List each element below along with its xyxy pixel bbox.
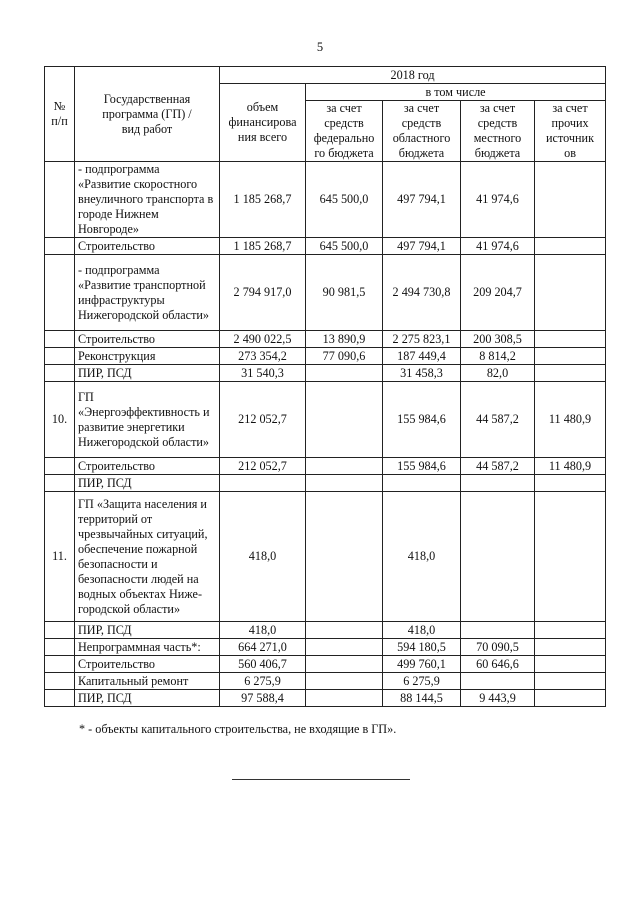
row-federal: 645 500,0: [306, 238, 383, 255]
row-regional: 155 984,6: [383, 458, 461, 475]
table-row: [45, 639, 606, 656]
row-local: [461, 475, 535, 492]
footnote: * - объекты капитального строительства, не входящие в ГП».: [79, 722, 397, 736]
row-federal: [306, 690, 383, 707]
row-total: 212 052,7: [220, 458, 306, 475]
table-row: [45, 365, 606, 382]
table-row: [45, 331, 606, 348]
table-row: [45, 458, 606, 475]
row-local: 60 646,6: [461, 656, 535, 673]
row-regional: [383, 475, 461, 492]
row-name: ГП «Защита населения и территорий от чрезвычайных ситуаций, обеспечение пожарной безопасности и безопасности людей на водных объектах Ниже-городской области»: [75, 492, 220, 622]
row-total: 273 354,2: [220, 348, 306, 365]
table-row: [45, 690, 606, 707]
row-name: Строительство: [75, 656, 220, 673]
row-federal: [306, 639, 383, 656]
table-row: [45, 673, 606, 690]
row-other: [535, 622, 606, 639]
row-local: [461, 492, 535, 622]
row-num: [45, 238, 75, 255]
table-row: [45, 348, 606, 365]
row-regional: 418,0: [383, 622, 461, 639]
row-local: 82,0: [461, 365, 535, 382]
row-regional: 594 180,5: [383, 639, 461, 656]
row-other: [535, 162, 606, 238]
row-total: 6 275,9: [220, 673, 306, 690]
row-total: 418,0: [220, 622, 306, 639]
row-total: 2 794 917,0: [220, 255, 306, 331]
row-regional: 31 458,3: [383, 365, 461, 382]
row-local: 8 814,2: [461, 348, 535, 365]
row-num: 10.: [45, 382, 75, 458]
row-federal: [306, 622, 383, 639]
header-year: 2018 год: [220, 67, 606, 84]
row-other: 11 480,9: [535, 458, 606, 475]
row-local: 70 090,5: [461, 639, 535, 656]
row-regional: 497 794,1: [383, 162, 461, 238]
row-regional: 2 494 730,8: [383, 255, 461, 331]
row-federal: 13 890,9: [306, 331, 383, 348]
row-local: 41 974,6: [461, 162, 535, 238]
row-name: - подпрограмма «Развитие транспортной инфраструктуры Нижегородской области»: [75, 255, 220, 331]
row-local: 209 204,7: [461, 255, 535, 331]
row-num: 11.: [45, 492, 75, 622]
header-total: объем финансирова ния всего: [220, 84, 306, 162]
row-num: [45, 365, 75, 382]
row-name: ГП «Энергоэффективность и развитие энергетики Нижегородской области»: [75, 382, 220, 458]
row-other: [535, 238, 606, 255]
row-local: 9 443,9: [461, 690, 535, 707]
row-name: Реконструкция: [75, 348, 220, 365]
row-regional: 155 984,6: [383, 382, 461, 458]
table-row: [45, 492, 606, 622]
table-body: [45, 162, 606, 707]
row-regional: 88 144,5: [383, 690, 461, 707]
row-federal: 77 090,6: [306, 348, 383, 365]
row-local: [461, 622, 535, 639]
row-num: [45, 656, 75, 673]
table-row: [45, 238, 606, 255]
row-local: 44 587,2: [461, 458, 535, 475]
header-program: Государственная программа (ГП) / вид работ: [75, 67, 220, 162]
row-regional: 497 794,1: [383, 238, 461, 255]
row-federal: [306, 492, 383, 622]
row-other: 11 480,9: [535, 382, 606, 458]
row-other: [535, 331, 606, 348]
row-other: [535, 656, 606, 673]
table-row: [45, 162, 606, 238]
table-row: [45, 622, 606, 639]
row-name: ПИР, ПСД: [75, 365, 220, 382]
row-local: [461, 673, 535, 690]
row-num: [45, 348, 75, 365]
row-name: Строительство: [75, 331, 220, 348]
row-total: 97 588,4: [220, 690, 306, 707]
row-total: 418,0: [220, 492, 306, 622]
row-federal: [306, 656, 383, 673]
row-num: [45, 475, 75, 492]
row-num: [45, 162, 75, 238]
row-name: ПИР, ПСД: [75, 622, 220, 639]
row-local: 200 308,5: [461, 331, 535, 348]
header-local: за счет средств местного бюджета: [461, 101, 535, 162]
row-federal: [306, 458, 383, 475]
header-federal: за счет средств федерально го бюджета: [306, 101, 383, 162]
row-total: 31 540,3: [220, 365, 306, 382]
row-num: [45, 673, 75, 690]
row-name: - подпрограмма «Развитие скоростного внеуличного транспорта в городе Нижнем Новгороде»: [75, 162, 220, 238]
row-federal: 645 500,0: [306, 162, 383, 238]
row-regional: 6 275,9: [383, 673, 461, 690]
row-other: [535, 475, 606, 492]
row-name: Строительство: [75, 458, 220, 475]
row-total: 1 185 268,7: [220, 238, 306, 255]
row-total: 1 185 268,7: [220, 162, 306, 238]
table-row: [45, 382, 606, 458]
row-federal: [306, 673, 383, 690]
row-total: 664 271,0: [220, 639, 306, 656]
header-num: № п/п: [45, 67, 75, 162]
row-num: [45, 331, 75, 348]
bottom-rule: [232, 779, 410, 780]
row-other: [535, 365, 606, 382]
row-total: 2 490 022,5: [220, 331, 306, 348]
header-including: в том числе: [306, 84, 606, 101]
row-regional: 2 275 823,1: [383, 331, 461, 348]
row-name: Строительство: [75, 238, 220, 255]
budget-table: [44, 66, 606, 707]
row-regional: 499 760,1: [383, 656, 461, 673]
header-regional: за счет средств областного бюджета: [383, 101, 461, 162]
row-name: ПИР, ПСД: [75, 690, 220, 707]
row-federal: [306, 382, 383, 458]
row-other: [535, 255, 606, 331]
header-other: за счет прочих источник ов: [535, 101, 606, 162]
row-total: 212 052,7: [220, 382, 306, 458]
row-local: 41 974,6: [461, 238, 535, 255]
row-num: [45, 622, 75, 639]
row-total: 560 406,7: [220, 656, 306, 673]
row-other: [535, 492, 606, 622]
row-num: [45, 255, 75, 331]
row-other: [535, 673, 606, 690]
row-regional: 418,0: [383, 492, 461, 622]
row-federal: [306, 365, 383, 382]
row-num: [45, 458, 75, 475]
row-num: [45, 690, 75, 707]
row-other: [535, 639, 606, 656]
row-regional: 187 449,4: [383, 348, 461, 365]
row-other: [535, 690, 606, 707]
row-federal: [306, 475, 383, 492]
table-row: [45, 475, 606, 492]
table-row: [45, 255, 606, 331]
row-name: Капитальный ремонт: [75, 673, 220, 690]
row-total: [220, 475, 306, 492]
row-federal: 90 981,5: [306, 255, 383, 331]
table-row: [45, 656, 606, 673]
row-num: [45, 639, 75, 656]
row-name: Непрограммная часть*:: [75, 639, 220, 656]
row-name: ПИР, ПСД: [75, 475, 220, 492]
page-number: 5: [316, 40, 324, 54]
row-other: [535, 348, 606, 365]
row-local: 44 587,2: [461, 382, 535, 458]
